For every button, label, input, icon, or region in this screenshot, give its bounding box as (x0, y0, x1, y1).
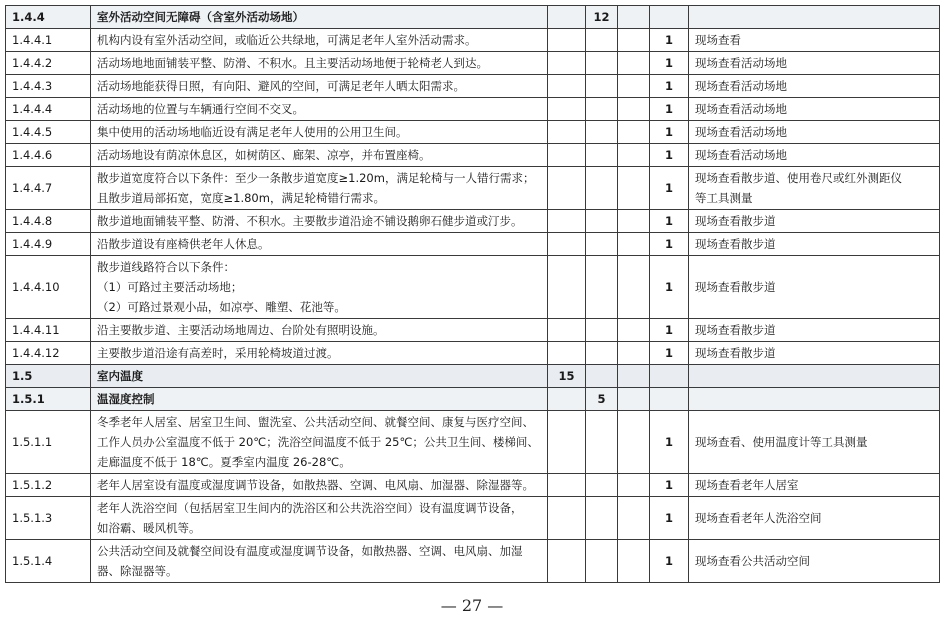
item-content-line: 走廊温度不低于 18℃。夏季室内温度 26-28℃。 (97, 455, 351, 469)
score-extra (618, 474, 650, 497)
item-content (91, 121, 548, 144)
item-content-line: 活动场地的位置与车辆通行空间不交叉。 (97, 102, 304, 116)
score-item: 1 (650, 121, 689, 144)
score-subsection (586, 474, 618, 497)
item-content-line: 公共活动空间及就餐空间设有温度或湿度调节设备，如散热器、空调、电风扇、加湿 (97, 544, 523, 558)
item-code: 1.4.4.2 (6, 52, 91, 75)
check-method (689, 388, 940, 411)
item-content-line: 如浴霸、暖风机等。 (97, 521, 201, 535)
item-content (91, 52, 548, 75)
score-item: 1 (650, 167, 689, 210)
score-section (548, 540, 586, 583)
item-content (91, 75, 548, 98)
check-method-line: 现场查看散步道 (695, 323, 776, 337)
item-code: 1.4.4.3 (6, 75, 91, 98)
item-content-line: （2）可路过景观小品，如凉亭、雕塑、花池等。 (97, 300, 346, 314)
table-row (6, 256, 940, 319)
score-item: 1 (650, 319, 689, 342)
table-row (6, 411, 940, 474)
check-method-line: 现场查看 (695, 33, 741, 47)
score-item: 1 (650, 342, 689, 365)
item-content (91, 144, 548, 167)
score-extra (618, 497, 650, 540)
check-method (689, 342, 940, 365)
score-subsection (586, 233, 618, 256)
item-code: 1.5.1.3 (6, 497, 91, 540)
score-subsection (586, 256, 618, 319)
item-content-line: 活动场地设有荫凉休息区，如树荫区、廊架、凉亭，并布置座椅。 (97, 148, 431, 162)
table-row (6, 342, 940, 365)
score-subsection (586, 342, 618, 365)
item-content (91, 540, 548, 583)
table-row (6, 167, 940, 210)
score-subsection (586, 121, 618, 144)
table-row (6, 52, 940, 75)
table-row (6, 75, 940, 98)
table-row (6, 98, 940, 121)
score-section (548, 210, 586, 233)
check-method (689, 29, 940, 52)
score-section (548, 29, 586, 52)
check-method (689, 121, 940, 144)
score-subsection (586, 29, 618, 52)
score-subsection (586, 144, 618, 167)
item-code: 1.4.4.7 (6, 167, 91, 210)
check-method (689, 540, 940, 583)
check-method-line: 现场查看老年人居室 (695, 478, 799, 492)
check-method-line: 现场查看老年人洗浴空间 (695, 511, 822, 525)
table-body (6, 6, 940, 583)
score-item: 1 (650, 233, 689, 256)
score-extra (618, 319, 650, 342)
score-subsection (586, 167, 618, 210)
table-row (6, 497, 940, 540)
item-content (91, 167, 548, 210)
check-method (689, 497, 940, 540)
item-content (91, 388, 548, 411)
check-method (689, 167, 940, 210)
score-item (650, 388, 689, 411)
score-extra (618, 52, 650, 75)
item-code: 1.4.4.11 (6, 319, 91, 342)
item-code: 1.4.4.1 (6, 29, 91, 52)
item-code: 1.4.4 (6, 6, 91, 29)
check-method (689, 233, 940, 256)
check-method (689, 319, 940, 342)
check-method-line: 现场查看活动场地 (695, 56, 787, 70)
item-content (91, 342, 548, 365)
score-extra (618, 365, 650, 388)
item-content (91, 497, 548, 540)
check-method (689, 474, 940, 497)
score-item: 1 (650, 98, 689, 121)
item-code: 1.5.1.1 (6, 411, 91, 474)
item-code: 1.4.4.12 (6, 342, 91, 365)
score-item (650, 6, 689, 29)
check-method-line: 现场查看散步道 (695, 237, 776, 251)
item-code: 1.5.1 (6, 388, 91, 411)
check-method (689, 144, 940, 167)
score-item: 1 (650, 52, 689, 75)
check-method (689, 52, 940, 75)
score-section (548, 167, 586, 210)
score-extra (618, 411, 650, 474)
check-method-line: 现场查看散步道、使用卷尺或红外测距仪 (695, 171, 902, 185)
score-subsection (586, 98, 618, 121)
score-extra (618, 233, 650, 256)
score-section (548, 6, 586, 29)
score-item: 1 (650, 75, 689, 98)
item-content-line: 机构内设有室外活动空间，或临近公共绿地，可满足老年人室外活动需求。 (97, 33, 477, 47)
item-code: 1.5.1.4 (6, 540, 91, 583)
item-code: 1.4.4.6 (6, 144, 91, 167)
item-content-line: 冬季老年人居室、居室卫生间、盥洗室、公共活动空间、就餐空间、康复与医疗空间、 (97, 415, 534, 429)
score-section (548, 75, 586, 98)
item-content-line: 沿散步道设有座椅供老年人休息。 (97, 237, 270, 251)
check-method-line: 现场查看散步道 (695, 214, 776, 228)
score-extra (618, 540, 650, 583)
check-method (689, 210, 940, 233)
table-row (6, 210, 940, 233)
check-method-line: 现场查看、使用温度计等工具测量 (695, 435, 868, 449)
check-method (689, 75, 940, 98)
score-item: 1 (650, 411, 689, 474)
item-content (91, 256, 548, 319)
item-content-line: 活动场地地面铺装平整、防滑、不积水。且主要活动场地便于轮椅老人到达。 (97, 56, 488, 70)
score-item: 1 (650, 29, 689, 52)
score-section (548, 144, 586, 167)
score-item (650, 365, 689, 388)
table-row (6, 540, 940, 583)
score-item: 1 (650, 474, 689, 497)
score-section: 15 (548, 365, 586, 388)
item-content-line: 工作人员办公室温度不低于 20℃；洗浴空间温度不低于 25℃；公共卫生间、楼梯间、 (97, 435, 539, 449)
score-section (548, 98, 586, 121)
check-method-line: 现场查看公共活动空间 (695, 554, 810, 568)
item-content-line: 温湿度控制 (97, 392, 155, 406)
score-subsection (586, 210, 618, 233)
item-content (91, 474, 548, 497)
table-row (6, 121, 940, 144)
score-subsection (586, 365, 618, 388)
table-row (6, 29, 940, 52)
item-code: 1.4.4.8 (6, 210, 91, 233)
score-subsection: 5 (586, 388, 618, 411)
score-item: 1 (650, 540, 689, 583)
check-method (689, 98, 940, 121)
check-method-line: 等工具测量 (695, 191, 753, 205)
item-content-line: 器、除湿器等。 (97, 564, 178, 578)
item-content-line: 活动场地能获得日照，有向阳、避风的空间，可满足老年人晒太阳需求。 (97, 79, 465, 93)
check-method (689, 411, 940, 474)
subsection-header-row (6, 6, 940, 29)
score-extra (618, 210, 650, 233)
score-subsection (586, 540, 618, 583)
score-section (548, 52, 586, 75)
score-section (548, 497, 586, 540)
table-row (6, 319, 940, 342)
score-subsection (586, 319, 618, 342)
score-item: 1 (650, 144, 689, 167)
check-method-line: 现场查看散步道 (695, 346, 776, 360)
item-content-line: 老年人居室设有温度或湿度调节设备，如散热器、空调、电风扇、加湿器、除湿器等。 (97, 478, 534, 492)
item-content-line: （1）可路过主要活动场地； (97, 280, 243, 294)
item-code: 1.5 (6, 365, 91, 388)
item-content-line: 老年人洗浴空间（包括居室卫生间内的洗浴区和公共洗浴空间）设有温度调节设备， (97, 501, 523, 515)
check-method-line: 现场查看散步道 (695, 280, 776, 294)
score-subsection (586, 411, 618, 474)
score-section (548, 319, 586, 342)
check-method-line: 现场查看活动场地 (695, 125, 787, 139)
table-row (6, 233, 940, 256)
item-content-line: 沿主要散步道、主要活动场地周边、台阶处有照明设施。 (97, 323, 385, 337)
page-number: — 27 — (440, 596, 504, 615)
score-section (548, 411, 586, 474)
table-row (6, 474, 940, 497)
criteria-table (5, 5, 940, 583)
item-content-line: 主要散步道沿途有高差时，采用轮椅坡道过渡。 (97, 346, 339, 360)
score-extra (618, 6, 650, 29)
item-content (91, 365, 548, 388)
section-header-row (6, 365, 940, 388)
item-content (91, 29, 548, 52)
item-content (91, 411, 548, 474)
item-code: 1.5.1.2 (6, 474, 91, 497)
score-subsection (586, 75, 618, 98)
check-method-line: 现场查看活动场地 (695, 148, 787, 162)
item-content (91, 319, 548, 342)
item-content (91, 6, 548, 29)
score-section (548, 256, 586, 319)
score-extra (618, 167, 650, 210)
check-method (689, 256, 940, 319)
subsection-header-row (6, 388, 940, 411)
item-code: 1.4.4.10 (6, 256, 91, 319)
item-content-line: 散步道地面铺装平整、防滑、不积水。主要散步道沿途不铺设鹅卵石健步道或汀步。 (97, 214, 523, 228)
score-section (548, 233, 586, 256)
item-content-line: 散步道宽度符合以下条件：至少一条散步道宽度≥1.20m，满足轮椅与一人错行需求； (97, 171, 535, 185)
score-subsection (586, 52, 618, 75)
score-extra (618, 98, 650, 121)
item-content-line: 室外活动空间无障碍（含室外活动场地） (97, 10, 304, 24)
item-content-line: 散步道线路符合以下条件： (97, 260, 235, 274)
score-extra (618, 121, 650, 144)
score-extra (618, 144, 650, 167)
item-code: 1.4.4.9 (6, 233, 91, 256)
score-extra (618, 29, 650, 52)
item-content (91, 98, 548, 121)
check-method (689, 365, 940, 388)
item-content (91, 233, 548, 256)
score-extra (618, 388, 650, 411)
score-extra (618, 256, 650, 319)
item-content-line: 且散步道局部拓宽，宽度≥1.80m，满足轮椅错行需求。 (97, 191, 385, 205)
item-code: 1.4.4.5 (6, 121, 91, 144)
score-extra (618, 75, 650, 98)
score-item: 1 (650, 497, 689, 540)
item-content (91, 210, 548, 233)
score-section (548, 474, 586, 497)
item-code: 1.4.4.4 (6, 98, 91, 121)
score-item: 1 (650, 256, 689, 319)
score-section (548, 388, 586, 411)
score-subsection: 12 (586, 6, 618, 29)
score-extra (618, 342, 650, 365)
score-section (548, 121, 586, 144)
score-subsection (586, 497, 618, 540)
check-method (689, 6, 940, 29)
item-content-line: 室内温度 (97, 369, 143, 383)
table-row (6, 144, 940, 167)
check-method-line: 现场查看活动场地 (695, 102, 787, 116)
score-section (548, 342, 586, 365)
check-method-line: 现场查看活动场地 (695, 79, 787, 93)
score-item: 1 (650, 210, 689, 233)
item-content-line: 集中使用的活动场地临近设有满足老年人使用的公用卫生间。 (97, 125, 408, 139)
